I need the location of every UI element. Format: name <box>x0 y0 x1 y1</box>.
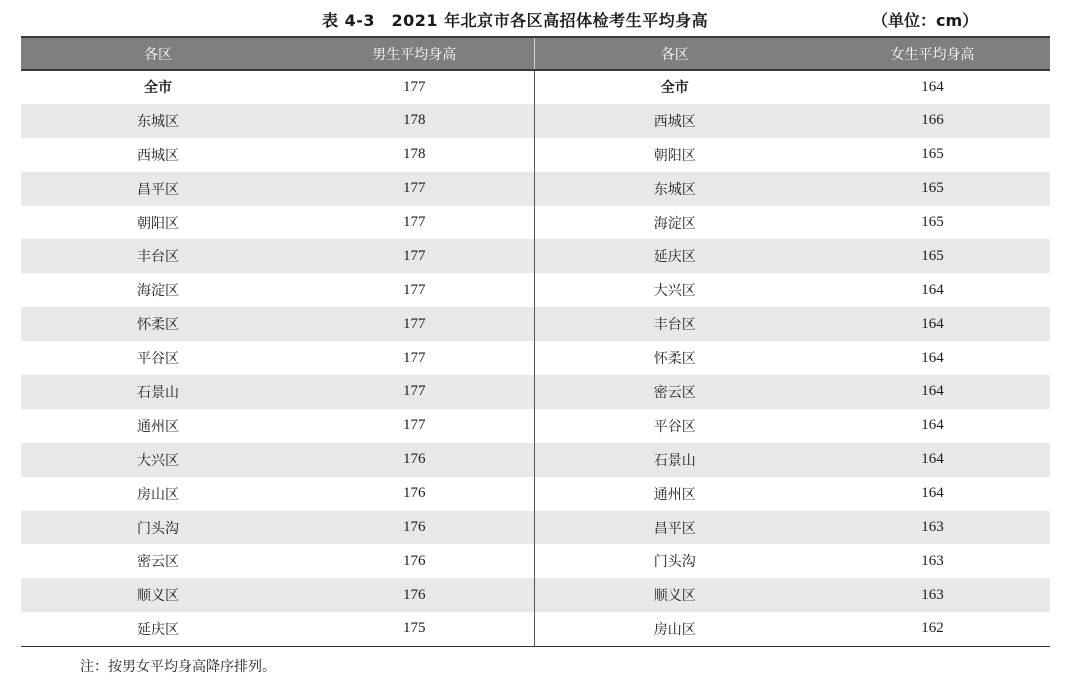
table-caption: 表 4-3 2021 年北京市各区高招体检考生平均身高 <box>322 11 709 30</box>
table-row <box>21 239 1050 273</box>
female-height-cell: 164 <box>921 485 944 502</box>
table-row <box>21 375 1050 409</box>
table-row <box>21 578 1050 612</box>
female-height-cell: 164 <box>921 281 944 298</box>
table-row <box>21 443 1050 477</box>
district-male-cell: 通州区 <box>137 418 179 435</box>
header-male-height: 男生平均身高 <box>295 37 534 70</box>
header-female-height: 女生平均身高 <box>815 37 1050 70</box>
male-height-cell: 177 <box>295 239 534 273</box>
table-row <box>21 477 1050 511</box>
table-row <box>21 544 1050 578</box>
district-female-cell: 密云区 <box>653 384 696 401</box>
male-height-cell: 177 <box>295 206 534 240</box>
district-male-cell: 东城区 <box>137 113 179 130</box>
district-male-cell: 密云区 <box>137 554 179 571</box>
table-row <box>21 612 1050 646</box>
district-female-cell: 大兴区 <box>653 283 696 300</box>
female-height-cell: 166 <box>921 112 944 129</box>
male-height-cell: 177 <box>295 375 534 409</box>
male-height-cell: 176 <box>295 477 534 511</box>
male-height-cell: 177 <box>295 172 534 206</box>
district-male-cell: 昌平区 <box>137 181 179 198</box>
female-height-cell: 162 <box>815 612 1050 646</box>
female-height-cell: 164 <box>921 451 944 468</box>
female-height-cell: 164 <box>921 78 944 95</box>
district-female-cell: 顺义区 <box>653 588 696 605</box>
district-male-cell: 延庆区 <box>21 612 295 646</box>
table-row <box>21 172 1050 206</box>
male-height-cell: 176 <box>295 443 534 477</box>
district-male-cell: 房山区 <box>137 486 179 503</box>
unit-label: （单位：cm） <box>872 11 979 30</box>
header-district-male: 各区 <box>21 37 295 70</box>
table-row <box>21 511 1050 545</box>
table-row <box>21 138 1050 172</box>
female-height-cell: 164 <box>921 349 944 366</box>
district-female-cell: 西城区 <box>653 113 696 130</box>
female-height-cell: 163 <box>921 586 944 603</box>
district-female-cell: 延庆区 <box>653 249 696 266</box>
table-row <box>21 341 1050 375</box>
table-title-bar <box>0 6 1072 32</box>
table-row <box>21 409 1050 443</box>
table-row <box>21 70 1050 104</box>
district-male-cell: 丰台区 <box>137 249 179 266</box>
male-height-cell: 178 <box>295 138 534 172</box>
male-height-cell: 176 <box>295 578 534 612</box>
district-male-cell: 海淀区 <box>137 283 179 300</box>
district-female-cell: 海淀区 <box>653 215 696 232</box>
footnote: 注：按男女平均身高降序排列。 <box>80 659 276 675</box>
female-height-cell: 165 <box>921 146 944 163</box>
female-height-cell: 165 <box>921 180 944 197</box>
female-height-cell: 164 <box>921 315 944 332</box>
district-female-cell: 全市 <box>660 80 689 97</box>
district-female-cell: 昌平区 <box>653 520 696 537</box>
male-height-cell: 177 <box>295 341 534 375</box>
district-male-cell: 朝阳区 <box>137 215 179 232</box>
district-female-cell: 平谷区 <box>653 418 696 435</box>
female-height-cell: 165 <box>921 247 944 264</box>
district-female-cell: 房山区 <box>534 612 815 646</box>
female-height-cell: 164 <box>921 417 944 434</box>
table-body <box>21 70 1050 646</box>
male-height-cell: 176 <box>295 511 534 545</box>
district-male-cell: 平谷区 <box>137 351 179 368</box>
district-male-cell: 门头沟 <box>137 520 179 537</box>
district-female-cell: 石景山 <box>653 452 696 469</box>
male-height-cell: 177 <box>295 70 534 104</box>
district-male-cell: 大兴区 <box>137 452 179 469</box>
female-height-cell: 165 <box>921 214 944 230</box>
header-district-female: 各区 <box>534 37 815 70</box>
table-row <box>21 307 1050 341</box>
male-height-cell: 177 <box>295 307 534 341</box>
male-height-cell: 178 <box>295 104 534 138</box>
district-female-cell: 丰台区 <box>653 317 696 334</box>
male-height-cell: 176 <box>295 544 534 578</box>
male-height-cell: 177 <box>295 273 534 307</box>
district-male-cell: 石景山 <box>137 384 179 401</box>
table-row <box>21 273 1050 307</box>
female-height-cell: 164 <box>921 383 944 400</box>
district-female-cell: 门头沟 <box>653 554 696 571</box>
district-female-cell: 通州区 <box>653 486 696 503</box>
district-male-cell: 顺义区 <box>137 588 179 605</box>
district-male-cell: 怀柔区 <box>137 317 179 334</box>
district-female-cell: 东城区 <box>653 181 696 198</box>
female-height-cell: 163 <box>921 552 944 569</box>
height-table <box>21 36 1050 647</box>
table-row <box>21 104 1050 138</box>
header-row <box>21 37 1050 70</box>
district-male-cell: 西城区 <box>137 147 179 164</box>
male-height-cell: 175 <box>295 612 534 646</box>
district-female-cell: 怀柔区 <box>653 351 696 368</box>
district-female-cell: 朝阳区 <box>653 147 696 164</box>
male-height-cell: 177 <box>295 409 534 443</box>
table-row <box>21 206 1050 240</box>
female-height-cell: 163 <box>921 519 944 536</box>
district-male-cell: 全市 <box>144 80 172 97</box>
